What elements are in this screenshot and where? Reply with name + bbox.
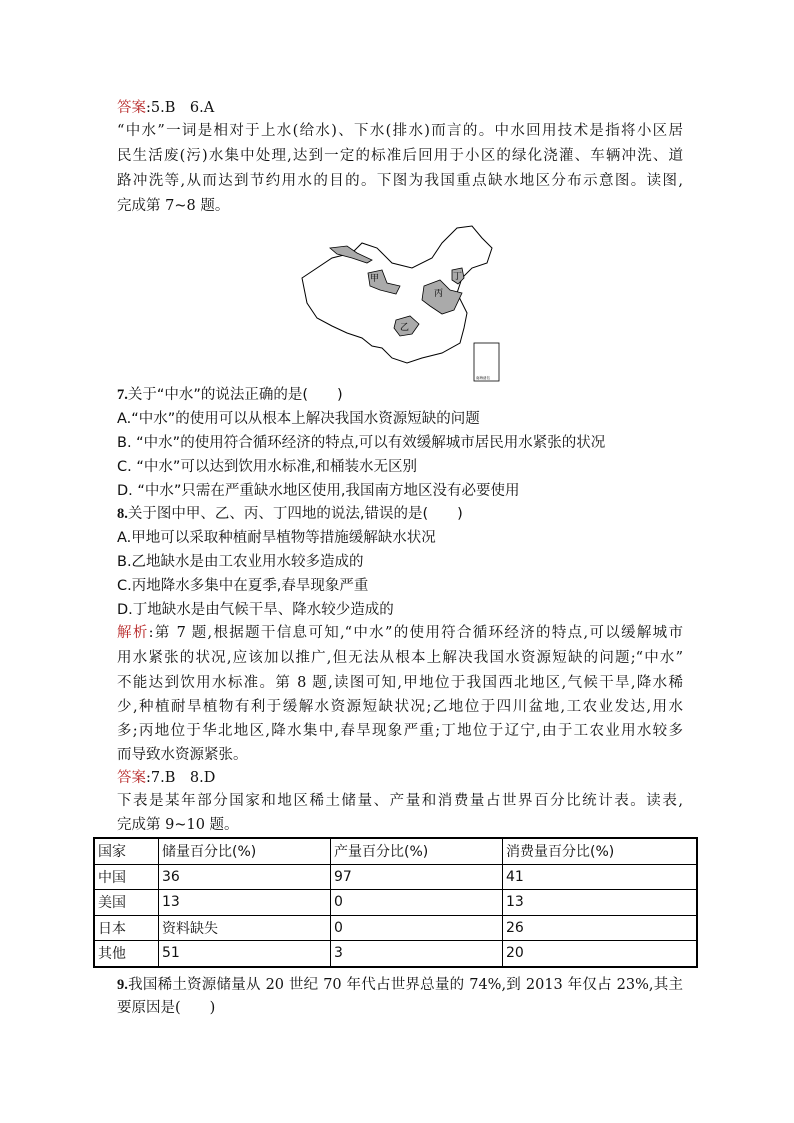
intro-line: 路冲洗等,从而达到节约用水的目的。下图为我国重点缺水地区分布示意图。读图, — [117, 173, 683, 189]
header-cell: 国家 — [94, 838, 159, 864]
q8-option-b: B.乙地缺水是由工农业用水较多造成的 — [117, 554, 364, 570]
analysis-label: 解析 — [117, 625, 149, 641]
q7-option-c: C. “中水”可以达到饮用水标准,和桶装水无区别 — [117, 459, 417, 475]
table-intro-line: 下表是某年部分国家和地区稀土储量、产量和消费量占世界百分比统计表。读表, — [117, 793, 683, 809]
question-9-stem — [117, 975, 683, 995]
analysis-line: 不能达到饮用水标准。第 8 题,读图可知,甲地位于我国西北地区,气候干旱,降水稀 — [117, 675, 683, 691]
table-intro-line: 完成第 9~10 题。 — [117, 817, 239, 833]
table-cell: 26 — [503, 915, 698, 941]
table-cell: 13 — [159, 890, 331, 916]
table-cell: 中国 — [94, 864, 159, 890]
header-cell: 消费量百分比(%) — [503, 838, 698, 864]
intro-line: 民生活废(污)水集中处理,达到一定的标准后回用于小区的绿化浇灌、车辆冲洗、道 — [117, 148, 683, 164]
table-cell: 美国 — [94, 890, 159, 916]
question-text: 我国稀土资源储量从 20 世纪 70 年代占世界总量的 74%,到 2013 年仅占 23%,其主 — [127, 977, 683, 993]
header-cell: 储量百分比(%) — [159, 838, 331, 864]
question-number: 9. — [117, 977, 128, 993]
intro-line: 完成第 7~8 题。 — [117, 198, 230, 214]
analysis-line — [117, 623, 683, 643]
table-header-row — [94, 838, 697, 864]
analysis-line: 少,种植耐旱植物有利于缓解水资源短缺状况;乙地位于四川盆地,工农业发达,用水 — [117, 699, 683, 715]
q8-option-a: A.甲地可以采取种植耐旱植物等措施缓解缺水状况 — [117, 530, 436, 546]
question-7-stem — [117, 385, 343, 405]
table-cell: 13 — [503, 890, 698, 916]
q7-option-a: A.“中水”的使用可以从根本上解决我国水资源短缺的问题 — [117, 411, 480, 427]
q7-option-b: B. “中水”的使用符合循环经济的特点,可以有效缓解城市居民用水紧张的状况 — [117, 435, 606, 451]
inset-label: 南海诸岛 — [476, 376, 490, 380]
table-cell: 36 — [159, 864, 331, 890]
table-cell: 其他 — [94, 941, 159, 967]
table-cell: 日本 — [94, 915, 159, 941]
question-number: 8. — [117, 506, 128, 522]
answer-text: :5.B 6.A — [146, 100, 215, 116]
question-text: 关于图中甲、乙、丙、丁四地的说法,错误的是( ) — [127, 506, 463, 522]
analysis-line: 多;丙地位于华北地区,降水集中,春旱现象严重;丁地位于辽宁,由于工农业用水较多 — [117, 723, 683, 739]
table-cell: 51 — [159, 941, 331, 967]
q8-option-d: D.丁地缺水是由气候干旱、降水较少造成的 — [117, 602, 394, 618]
table-row — [94, 864, 697, 890]
china-water-shortage-map — [292, 218, 512, 386]
question-9-line: 要原因是( ) — [117, 1000, 216, 1016]
label-bing: 丙 — [434, 289, 444, 299]
analysis-text: :第 7 题,根据题干信息可知,“中水”的使用符合循环经济的特点,可以缓解城市 — [148, 625, 684, 641]
analysis-line: 而导致水资源紧张。 — [117, 747, 248, 763]
table-row — [94, 890, 697, 916]
table-cell: 0 — [331, 915, 503, 941]
table-cell: 0 — [331, 890, 503, 916]
answer-5-6 — [117, 98, 214, 118]
table-row — [94, 915, 697, 941]
label-jia: 甲 — [370, 274, 380, 284]
intro-line: “中水”一词是相对于上水(给水)、下水(排水)而言的。中水回用技术是指将小区居 — [117, 123, 683, 139]
answer-text: :7.B 8.D — [146, 770, 216, 786]
table-cell: 41 — [503, 864, 698, 890]
question-8-stem — [117, 504, 463, 524]
answer-7-8 — [117, 768, 215, 788]
label-ding: 丁 — [453, 272, 463, 282]
rare-earth-table — [93, 837, 698, 968]
table-cell: 97 — [331, 864, 503, 890]
q8-option-c: C.丙地降水多集中在夏季,春旱现象严重 — [117, 578, 369, 594]
table-cell: 3 — [331, 941, 503, 967]
label-yi: 乙 — [400, 323, 410, 333]
header-cell: 产量百分比(%) — [331, 838, 503, 864]
answer-label: 答案 — [117, 100, 146, 116]
question-number: 7. — [117, 387, 128, 403]
table-cell: 资料缺失 — [159, 915, 331, 941]
table-row — [94, 941, 697, 967]
analysis-line: 用水紧张的状况,应该加以推广,但无法从根本上解决我国水资源短缺的问题;“中水” — [117, 650, 683, 666]
question-text: 关于“中水”的说法正确的是( ) — [127, 387, 343, 403]
q7-option-d: D. “中水”只需在严重缺水地区使用,我国南方地区没有必要使用 — [117, 483, 520, 499]
table-cell: 20 — [503, 941, 698, 967]
answer-label: 答案 — [117, 770, 146, 786]
